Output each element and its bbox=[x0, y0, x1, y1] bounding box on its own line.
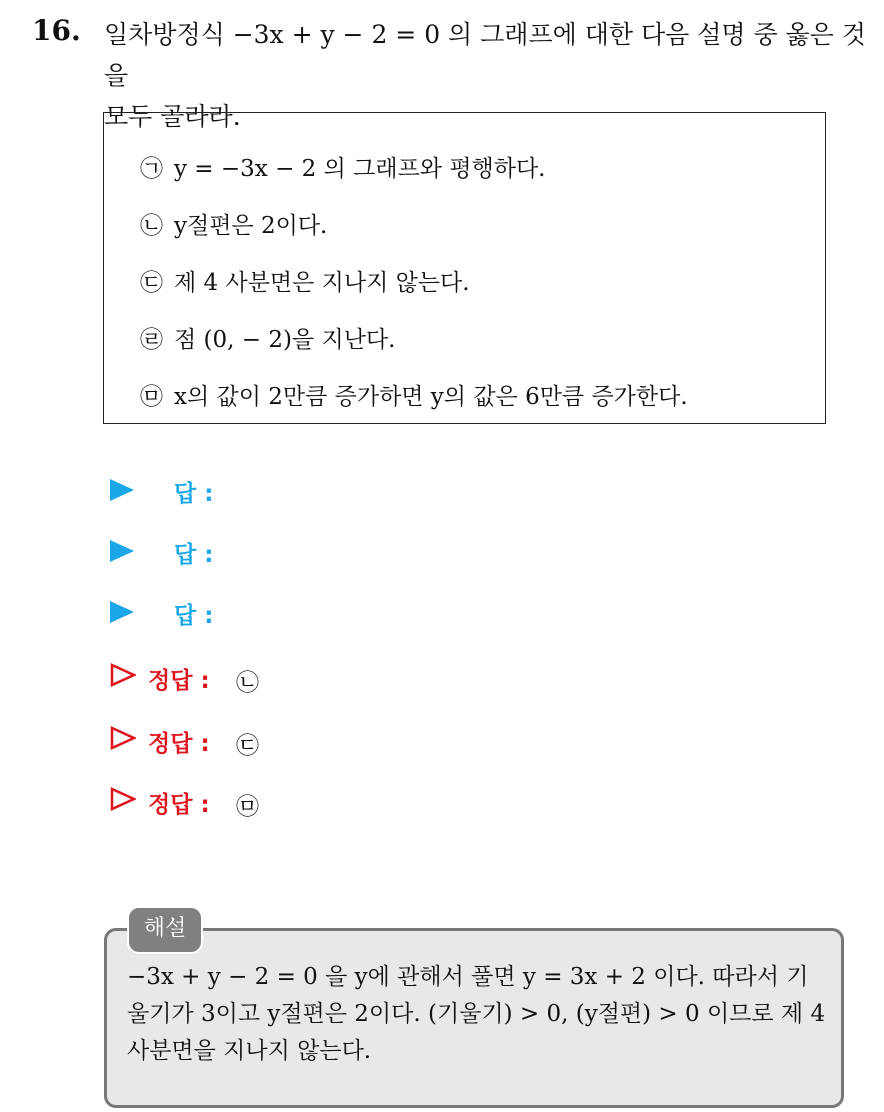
option-mark: ㉠ bbox=[140, 156, 163, 182]
option-1 bbox=[140, 150, 546, 183]
option-4 bbox=[140, 321, 395, 354]
question-number: 16. bbox=[32, 14, 81, 47]
option-mark: ㉤ bbox=[140, 384, 163, 410]
option-text: y절편은 2이다. bbox=[174, 213, 328, 239]
play-arrow-icon bbox=[110, 540, 134, 562]
option-mark: ㉣ bbox=[140, 327, 163, 353]
answer-label: 답 : bbox=[174, 481, 214, 507]
answer-label: 답 : bbox=[174, 542, 214, 568]
option-text: 점 (0, − 2)을 지난다. bbox=[174, 327, 396, 353]
play-arrow-icon bbox=[110, 479, 134, 501]
explanation-text: −3x + y − 2 = 0 을 y에 관해서 풀면 y = 3x + 2 이다. 따라서 기울기가 3이고 y절편은 2이다. (기울기) > 0, (y절편) > 0 이므로 제 4 사분면을 지나지 않는다. bbox=[127, 964, 826, 1064]
option-3 bbox=[140, 264, 470, 297]
correct-value: ㉤ bbox=[236, 794, 259, 820]
correct-value: ㉢ bbox=[236, 733, 259, 759]
outline-triangle-icon bbox=[110, 726, 136, 750]
option-5 bbox=[140, 378, 688, 411]
outline-triangle-icon bbox=[110, 663, 136, 687]
options-box bbox=[103, 112, 826, 424]
correct-value: ㉡ bbox=[236, 670, 259, 696]
explanation-box bbox=[104, 928, 844, 1108]
correct-label: 정답 : bbox=[148, 668, 210, 694]
correct-label: 정답 : bbox=[148, 731, 210, 757]
option-mark: ㉢ bbox=[140, 270, 163, 296]
outline-triangle-icon bbox=[110, 787, 136, 811]
option-mark: ㉡ bbox=[140, 213, 163, 239]
option-text: y = −3x − 2 의 그래프와 평행하다. bbox=[174, 156, 546, 182]
option-2 bbox=[140, 207, 327, 240]
answer-label: 답 : bbox=[174, 603, 214, 629]
option-text: x의 값이 2만큼 증가하면 y의 값은 6만큼 증가한다. bbox=[174, 384, 688, 410]
play-arrow-icon bbox=[110, 601, 134, 623]
option-text: 제 4 사분면은 지나지 않는다. bbox=[174, 270, 470, 296]
correct-label: 정답 : bbox=[148, 792, 210, 818]
explanation-tag: 해설 bbox=[127, 906, 203, 954]
question-text: 일차방정식 −3x + y − 2 = 0 의 그래프에 대한 다음 설명 중 옳은 것을 모두 골라라. bbox=[104, 20, 866, 131]
